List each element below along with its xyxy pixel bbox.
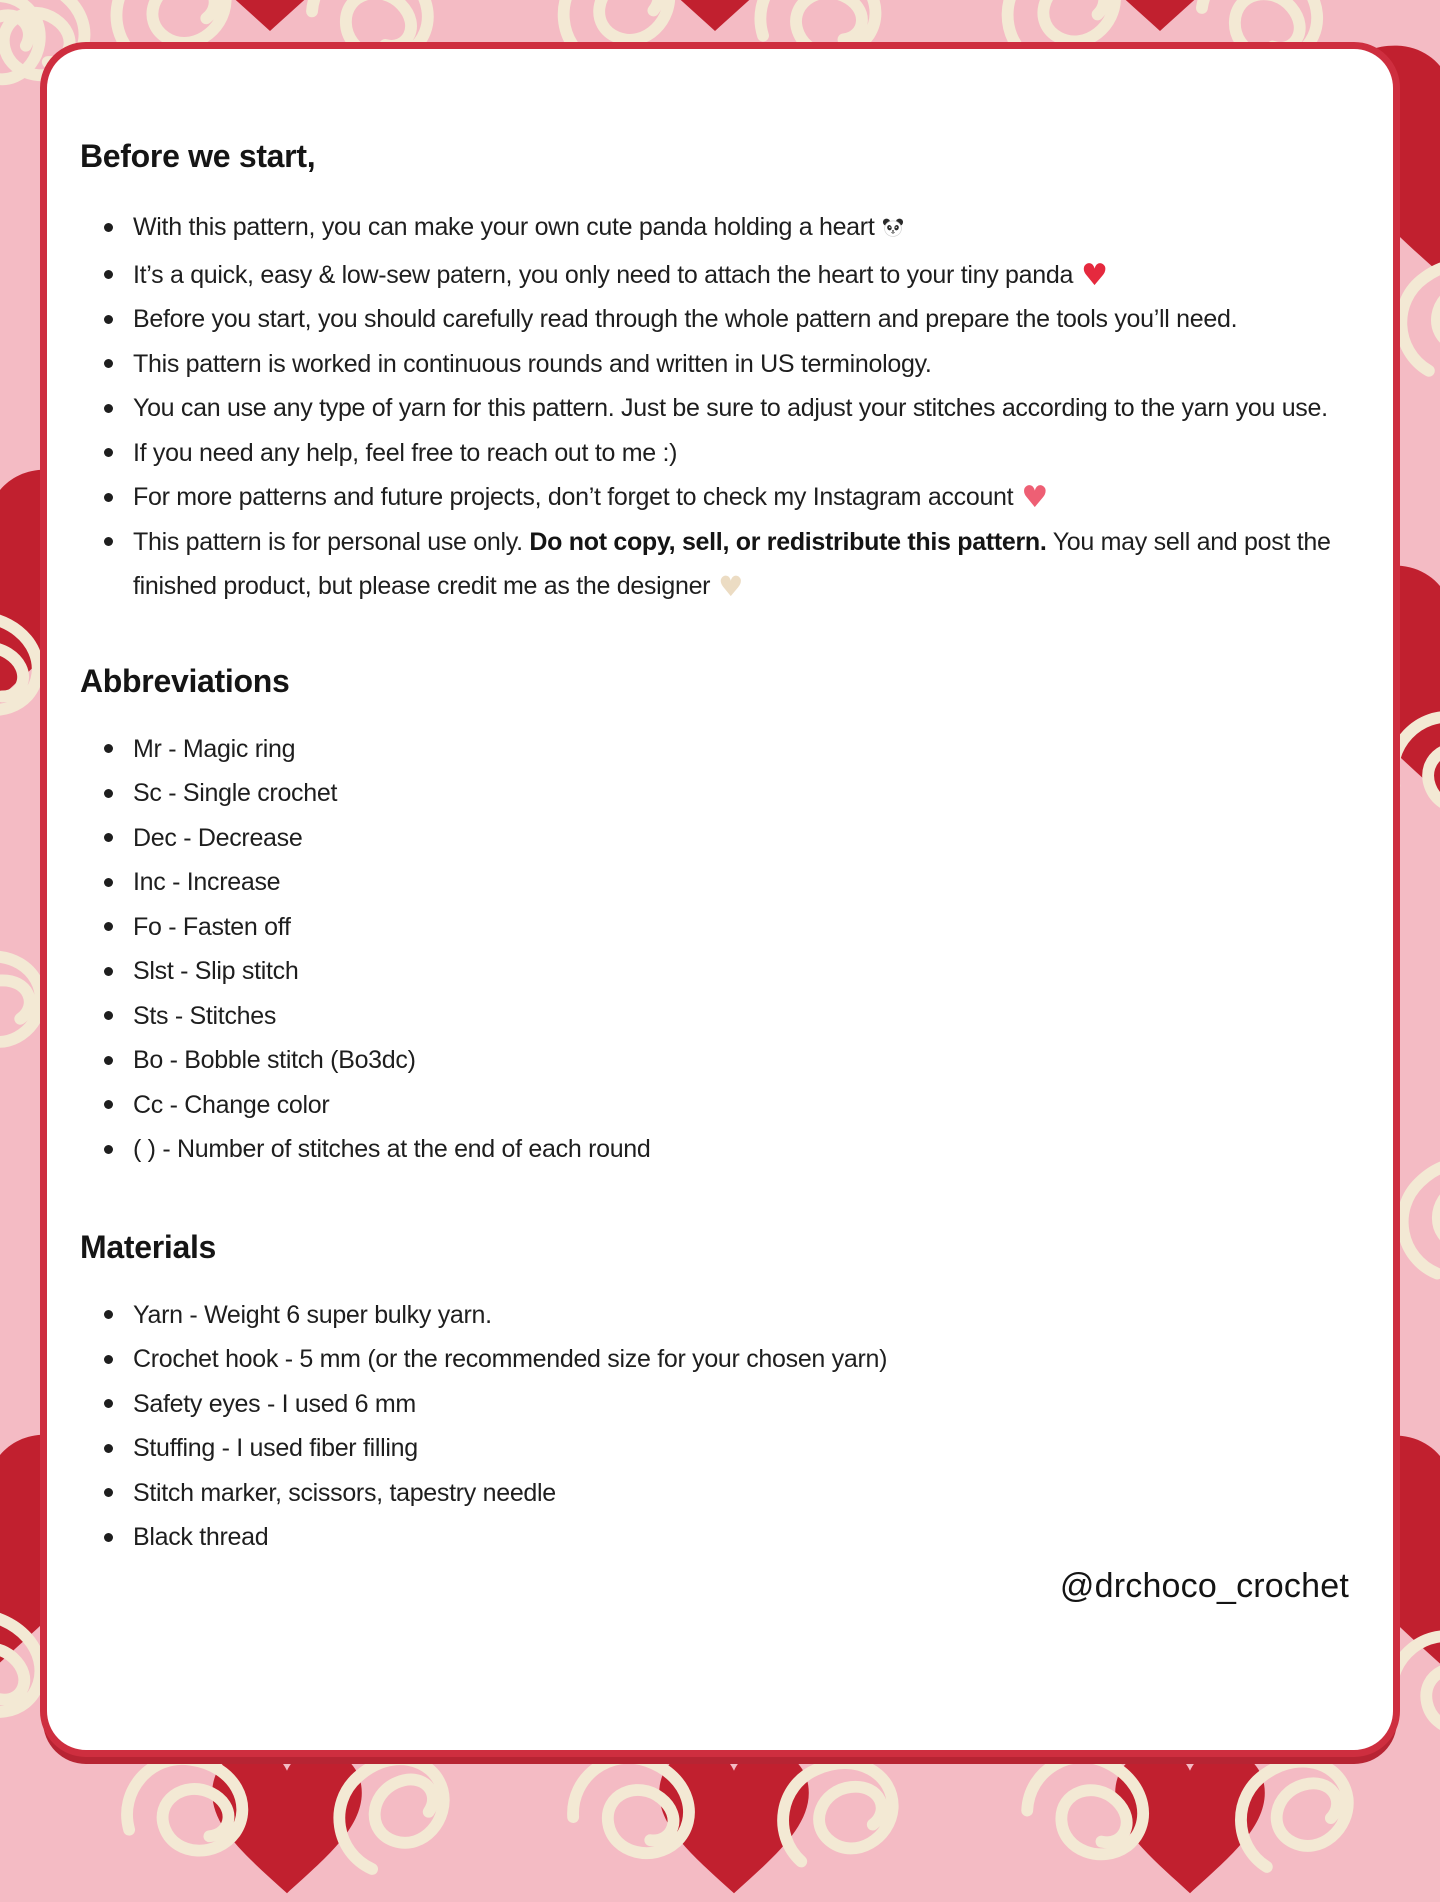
list-item-bold-text: Do not copy, sell, or redistribute this pattern. [529,527,1047,556]
list-item [80,297,1345,342]
list-item: Safety eyes - I used 6 mm [80,1382,1345,1427]
list-item: Fo - Fasten off [80,905,1345,950]
list-item [80,520,1345,609]
instagram-handle: @drchoco_crochet [1059,1566,1349,1605]
list-item: Bo - Bobble stitch (Bo3dc) [80,1038,1345,1083]
section-heading-materials: Materials [80,1228,217,1265]
pink-heart-icon: ♥ [1021,480,1048,515]
intro-list [80,205,1345,609]
list-item: Cc - Change color [80,1083,1345,1128]
list-item-text: This pattern is worked in continuous rounds and written in US terminology. [133,349,932,378]
list-item: Stuffing - I used fiber filling [80,1426,1345,1471]
list-item [80,342,1345,387]
list-item-text: It’s a quick, easy & low-sew patern, you only need to attach the heart to your tiny panda [133,260,1074,289]
section-heading-abbreviations: Abbreviations [80,662,290,699]
list-item-text: This pattern is for personal use only. [133,527,530,556]
list-item [80,205,1345,253]
list-item: Sts - Stitches [80,994,1345,1039]
list-item-text: For more patterns and future projects, don’t forget to check my Instagram account [133,483,1014,511]
list-item-text: You can use any type of yarn for this pattern. Just be sure to adjust your stitches according to the yarn you use. [133,394,1328,422]
list-item-text: You may sell and post the finished product, but please credit me as the designer [133,527,1331,600]
list-item: Yarn - Weight 6 super bulky yarn. [80,1293,1345,1338]
list-item [80,475,1345,520]
list-item-text: With this pattern, you can make your own cute panda holding a heart [133,213,875,241]
list-item: Stitch marker, scissors, tapestry needle [80,1471,1345,1516]
list-item [80,253,1345,298]
panda-emoji-icon [882,208,904,253]
list-item [80,431,1345,476]
section-heading-before-we-start: Before we start, [80,138,316,174]
materials-list [80,1293,1345,1560]
list-item: Crochet hook - 5 mm (or the recommended size for your chosen yarn) [80,1337,1345,1382]
list-item: ( ) - Number of stitches at the end of each round [80,1127,1345,1172]
red-heart-icon: ♥ [1081,257,1108,293]
list-item: Inc - Increase [80,860,1345,905]
abbreviations-list [80,727,1345,1172]
pattern-card [40,42,1400,1757]
list-item: Black thread [80,1515,1345,1560]
list-item-text: If you need any help, feel free to reach out to me :) [133,438,678,467]
heart-hands-icon: ♥ [718,570,744,603]
list-item: Mr - Magic ring [80,727,1345,772]
list-item-text: Before you start, you should carefully read through the whole pattern and prepare the tools you’ll need. [133,305,1238,333]
list-item [80,386,1345,431]
list-item: Slst - Slip stitch [80,949,1345,994]
list-item: Sc - Single crochet [80,771,1345,816]
list-item: Dec - Decrease [80,816,1345,861]
